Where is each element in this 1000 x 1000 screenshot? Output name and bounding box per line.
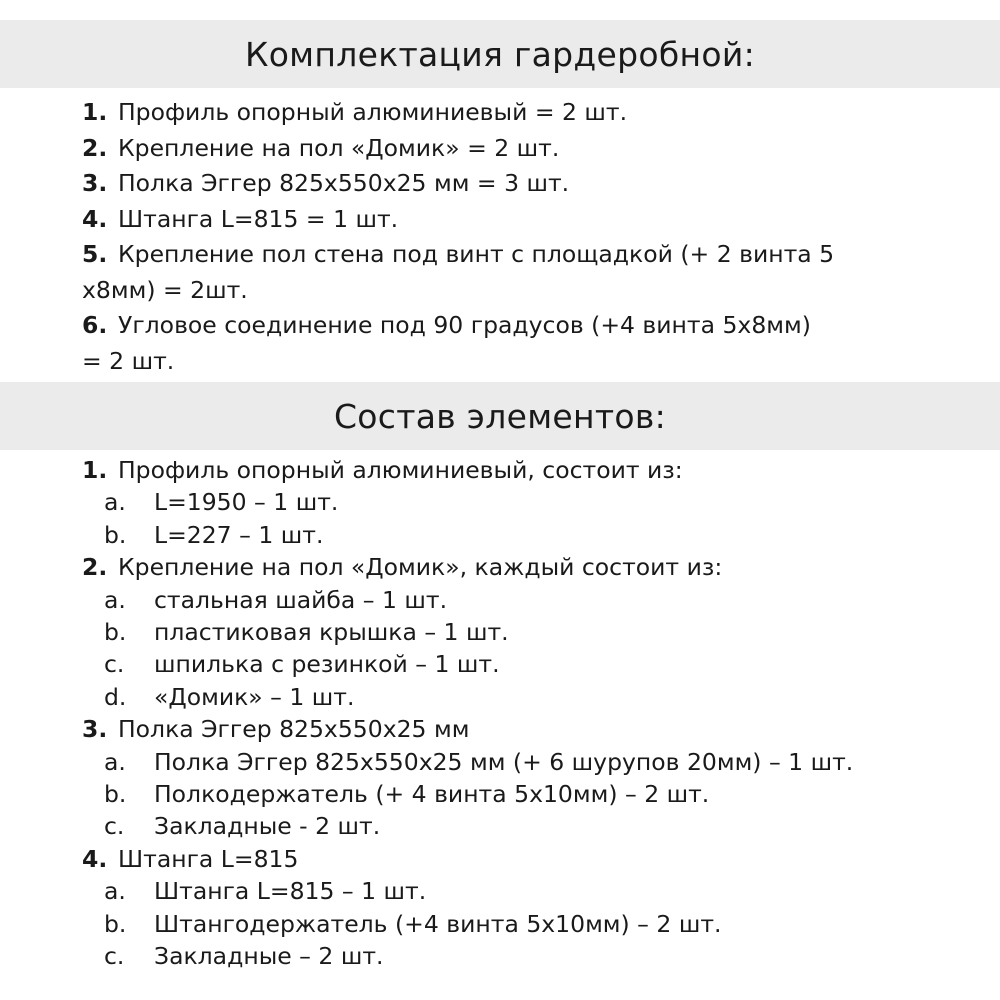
item-text-continued: = 2 шт.: [82, 346, 175, 375]
sub-item-text: «Домик» – 1 шт.: [154, 682, 355, 711]
item-text: Штанга L=815 = 1 шт.: [118, 204, 399, 233]
kit-list-item: [82, 202, 932, 238]
sub-list: [82, 875, 962, 972]
item-number: 4.: [82, 204, 108, 233]
kit-list-item: [82, 237, 932, 308]
sub-item-text: шпилька с резинкой – 1 шт.: [154, 650, 500, 679]
section-title-composition-text: Состав элементов:: [333, 396, 667, 436]
item-text: Крепление на пол «Домик», каждый состоит из:: [118, 553, 723, 582]
item-number: 3.: [82, 715, 108, 744]
sub-item-letter: b.: [104, 780, 127, 809]
sub-item-text: Закладные – 2 шт.: [154, 942, 384, 971]
sub-item-text: Штангодержатель (+4 винта 5x10мм) – 2 шт.: [154, 909, 722, 938]
sub-item-letter: b.: [104, 618, 127, 647]
sub-item-letter: a.: [104, 585, 126, 614]
sub-list: [82, 746, 962, 843]
sub-item-text: L=1950 – 1 шт.: [154, 488, 339, 517]
item-text: Полка Эггер 825x550x25 мм = 3 шт.: [118, 169, 570, 197]
sub-list: [82, 584, 962, 714]
sub-item-letter: b.: [104, 520, 127, 549]
composition-list: [82, 454, 962, 973]
item-text: Крепление на пол «Домик» = 2 шт.: [118, 133, 560, 162]
item-number: 6.: [82, 311, 108, 339]
section-title-kit: [0, 20, 1000, 88]
kit-list-item: [82, 166, 932, 202]
kit-list-item: [82, 131, 932, 167]
sub-list-item: [82, 584, 962, 616]
item-text: Профиль опорный алюминиевый = 2 шт.: [118, 98, 628, 126]
sub-item-letter: a.: [104, 877, 126, 906]
sub-item-letter: a.: [104, 747, 126, 776]
sub-list-item: [82, 616, 962, 648]
section-title-kit-text: Комплектация гардеробной:: [244, 34, 756, 74]
sub-list-item: [82, 486, 962, 518]
sub-item-letter: c.: [104, 650, 125, 679]
sub-item-letter: b.: [104, 909, 127, 938]
item-text: Полка Эггер 825x550x25 мм: [118, 715, 470, 744]
item-number: 2.: [82, 553, 108, 582]
sub-list-item: [82, 648, 962, 680]
sub-list-item: [82, 519, 962, 551]
sub-item-text: пластиковая крышка – 1 шт.: [154, 618, 509, 647]
sub-list-item: [82, 746, 962, 778]
kit-list-item: [82, 308, 932, 379]
composition-list-item: [82, 454, 962, 551]
item-text: Штанга L=815: [118, 844, 299, 873]
item-text: Крепление пол стена под винт с площадкой (+ 2 винта 5: [118, 240, 835, 268]
composition-list-item: [82, 551, 962, 713]
item-text-continued: x8мм) = 2шт.: [82, 275, 248, 304]
item-text: Угловое соединение под 90 градусов (+4 винта 5x8мм): [118, 311, 811, 339]
sub-item-text: Полкодержатель (+ 4 винта 5x10мм) – 2 шт.: [154, 780, 710, 809]
kit-list: [82, 95, 932, 379]
item-text: Профиль опорный алюминиевый, состоит из:: [118, 456, 683, 484]
item-number: 2.: [82, 133, 108, 162]
sub-list-item: [82, 681, 962, 713]
item-number: 3.: [82, 169, 108, 197]
item-number: 5.: [82, 240, 108, 268]
sub-item-text: стальная шайба – 1 шт.: [154, 585, 448, 614]
sub-item-letter: a.: [104, 488, 126, 517]
sub-list-item: [82, 875, 962, 907]
composition-list-item: [82, 843, 962, 973]
sub-item-letter: d.: [104, 682, 127, 711]
sub-item-text: Полка Эггер 825x550x25 мм (+ 6 шурупов 20мм) – 1 шт.: [154, 747, 854, 776]
item-number: 4.: [82, 844, 108, 873]
sub-item-letter: c.: [104, 812, 125, 841]
sub-list-item: [82, 810, 962, 842]
composition-list-item: [82, 713, 962, 843]
sub-list-item: [82, 778, 962, 810]
sub-item-letter: c.: [104, 942, 125, 971]
kit-list-item: [82, 95, 932, 131]
item-number: 1.: [82, 98, 108, 126]
section-title-composition: [0, 382, 1000, 450]
sub-item-text: Закладные - 2 шт.: [154, 812, 381, 841]
sub-item-text: L=227 – 1 шт.: [154, 520, 324, 549]
sub-list-item: [82, 908, 962, 940]
sub-list: [82, 486, 962, 551]
sub-item-text: Штанга L=815 – 1 шт.: [154, 877, 427, 906]
item-number: 1.: [82, 456, 108, 484]
sub-list-item: [82, 940, 962, 972]
